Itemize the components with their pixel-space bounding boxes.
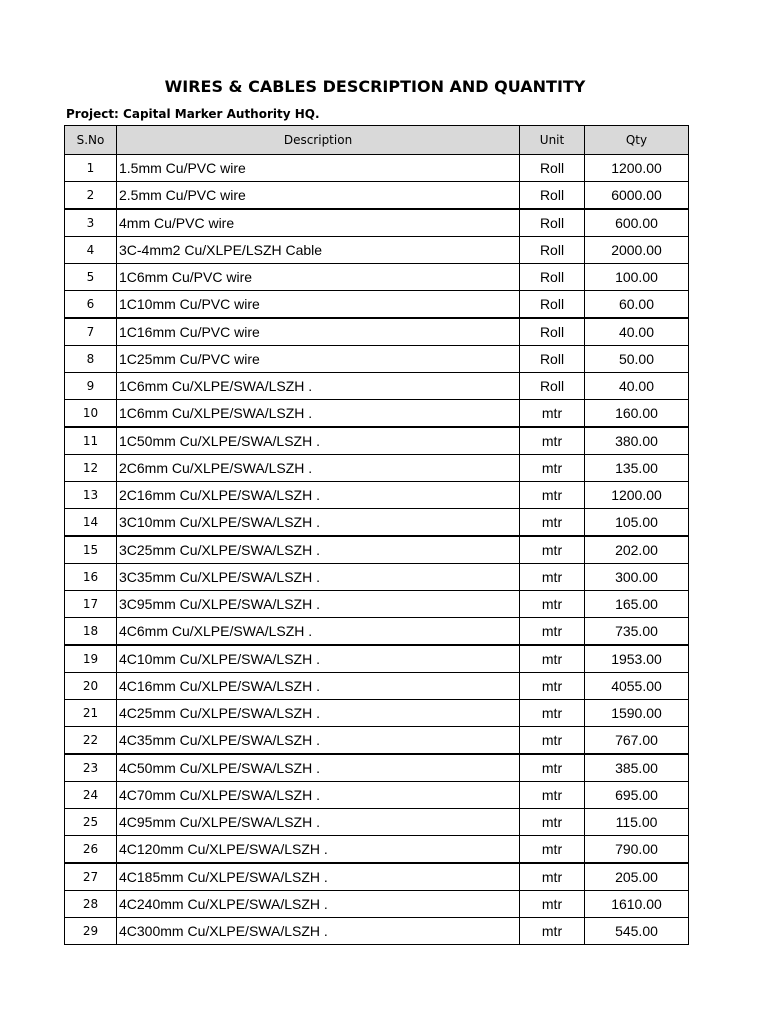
description-cell: 1C50mm Cu/XLPE/SWA/LSZH . — [117, 427, 520, 455]
sno-cell: 10 — [65, 400, 117, 428]
unit-cell: Roll — [520, 264, 585, 291]
table-row — [65, 863, 689, 891]
sno-cell: 27 — [65, 863, 117, 891]
description-cell: 2C6mm Cu/XLPE/SWA/LSZH . — [117, 455, 520, 482]
sno-cell: 17 — [65, 591, 117, 618]
sno-cell: 25 — [65, 809, 117, 836]
qty-cell: 115.00 — [585, 809, 689, 836]
description-cell: 4C35mm Cu/XLPE/SWA/LSZH . — [117, 727, 520, 755]
qty-cell: 6000.00 — [585, 182, 689, 210]
unit-cell: mtr — [520, 536, 585, 564]
sno-cell: 11 — [65, 427, 117, 455]
sno-cell: 26 — [65, 836, 117, 864]
sno-cell: 6 — [65, 291, 117, 319]
description-cell: 1.5mm Cu/PVC wire — [117, 155, 520, 182]
description-cell: 4C95mm Cu/XLPE/SWA/LSZH . — [117, 809, 520, 836]
unit-cell: mtr — [520, 645, 585, 673]
sno-cell: 8 — [65, 346, 117, 373]
description-cell: 4C25mm Cu/XLPE/SWA/LSZH . — [117, 700, 520, 727]
qty-cell: 40.00 — [585, 373, 689, 400]
wires-cables-table — [64, 125, 689, 945]
qty-cell: 135.00 — [585, 455, 689, 482]
unit-cell: mtr — [520, 673, 585, 700]
unit-cell: mtr — [520, 455, 585, 482]
unit-cell: mtr — [520, 863, 585, 891]
sno-cell: 2 — [65, 182, 117, 210]
table-row — [65, 673, 689, 700]
unit-cell: Roll — [520, 155, 585, 182]
header-unit: Unit — [520, 126, 585, 155]
sno-cell: 24 — [65, 782, 117, 809]
table-row — [65, 455, 689, 482]
qty-cell: 767.00 — [585, 727, 689, 755]
description-cell: 4C185mm Cu/XLPE/SWA/LSZH . — [117, 863, 520, 891]
table-header — [65, 126, 689, 155]
description-cell: 3C25mm Cu/XLPE/SWA/LSZH . — [117, 536, 520, 564]
unit-cell: mtr — [520, 891, 585, 918]
qty-cell: 1200.00 — [585, 155, 689, 182]
sno-cell: 3 — [65, 209, 117, 237]
description-cell: 4C50mm Cu/XLPE/SWA/LSZH . — [117, 754, 520, 782]
header-description: Description — [117, 126, 520, 155]
header-row — [65, 126, 689, 155]
description-cell: 1C6mm Cu/XLPE/SWA/LSZH . — [117, 373, 520, 400]
qty-cell: 385.00 — [585, 754, 689, 782]
sno-cell: 22 — [65, 727, 117, 755]
sno-cell: 19 — [65, 645, 117, 673]
table-row — [65, 155, 689, 182]
table-row — [65, 291, 689, 319]
description-cell: 4C240mm Cu/XLPE/SWA/LSZH . — [117, 891, 520, 918]
qty-cell: 60.00 — [585, 291, 689, 319]
qty-cell: 202.00 — [585, 536, 689, 564]
table-row — [65, 318, 689, 346]
project-label: Project: Capital Marker Authority HQ. — [66, 107, 320, 121]
description-cell: 3C95mm Cu/XLPE/SWA/LSZH . — [117, 591, 520, 618]
unit-cell: Roll — [520, 237, 585, 264]
sno-cell: 15 — [65, 536, 117, 564]
unit-cell: mtr — [520, 700, 585, 727]
sno-cell: 28 — [65, 891, 117, 918]
description-cell: 3C35mm Cu/XLPE/SWA/LSZH . — [117, 564, 520, 591]
qty-cell: 165.00 — [585, 591, 689, 618]
description-cell: 1C25mm Cu/PVC wire — [117, 346, 520, 373]
qty-cell: 2000.00 — [585, 237, 689, 264]
table-row — [65, 536, 689, 564]
sno-cell: 12 — [65, 455, 117, 482]
table-row — [65, 918, 689, 945]
unit-cell: mtr — [520, 754, 585, 782]
table-row — [65, 264, 689, 291]
qty-cell: 100.00 — [585, 264, 689, 291]
table-row — [65, 809, 689, 836]
table-row — [65, 618, 689, 646]
description-cell: 3C-4mm2 Cu/XLPE/LSZH Cable — [117, 237, 520, 264]
header-qty: Qty — [585, 126, 689, 155]
qty-cell: 40.00 — [585, 318, 689, 346]
unit-cell: Roll — [520, 346, 585, 373]
description-cell: 4mm Cu/PVC wire — [117, 209, 520, 237]
sno-cell: 20 — [65, 673, 117, 700]
table-row — [65, 427, 689, 455]
description-cell: 4C6mm Cu/XLPE/SWA/LSZH . — [117, 618, 520, 646]
sno-cell: 5 — [65, 264, 117, 291]
table-row — [65, 400, 689, 428]
description-cell: 1C10mm Cu/PVC wire — [117, 291, 520, 319]
table-row — [65, 346, 689, 373]
qty-cell: 545.00 — [585, 918, 689, 945]
table-row — [65, 509, 689, 537]
sno-cell: 21 — [65, 700, 117, 727]
qty-cell: 695.00 — [585, 782, 689, 809]
sno-cell: 7 — [65, 318, 117, 346]
unit-cell: Roll — [520, 318, 585, 346]
table-row — [65, 891, 689, 918]
description-cell: 4C16mm Cu/XLPE/SWA/LSZH . — [117, 673, 520, 700]
qty-cell: 105.00 — [585, 509, 689, 537]
qty-cell: 1610.00 — [585, 891, 689, 918]
unit-cell: mtr — [520, 918, 585, 945]
unit-cell: mtr — [520, 836, 585, 864]
qty-cell: 160.00 — [585, 400, 689, 428]
sno-cell: 13 — [65, 482, 117, 509]
table-row — [65, 237, 689, 264]
table-row — [65, 564, 689, 591]
sno-cell: 14 — [65, 509, 117, 537]
sno-cell: 18 — [65, 618, 117, 646]
qty-cell: 735.00 — [585, 618, 689, 646]
description-cell: 4C120mm Cu/XLPE/SWA/LSZH . — [117, 836, 520, 864]
table-row — [65, 373, 689, 400]
description-cell: 1C16mm Cu/PVC wire — [117, 318, 520, 346]
table-row — [65, 727, 689, 755]
unit-cell: mtr — [520, 809, 585, 836]
qty-cell: 790.00 — [585, 836, 689, 864]
description-cell: 4C10mm Cu/XLPE/SWA/LSZH . — [117, 645, 520, 673]
sno-cell: 9 — [65, 373, 117, 400]
unit-cell: Roll — [520, 291, 585, 319]
sno-cell: 23 — [65, 754, 117, 782]
qty-cell: 1200.00 — [585, 482, 689, 509]
unit-cell: mtr — [520, 591, 585, 618]
unit-cell: mtr — [520, 400, 585, 428]
sno-cell: 29 — [65, 918, 117, 945]
qty-cell: 1590.00 — [585, 700, 689, 727]
qty-cell: 380.00 — [585, 427, 689, 455]
qty-cell: 300.00 — [585, 564, 689, 591]
unit-cell: mtr — [520, 509, 585, 537]
table-row — [65, 782, 689, 809]
table-row — [65, 836, 689, 864]
unit-cell: mtr — [520, 782, 585, 809]
description-cell: 2.5mm Cu/PVC wire — [117, 182, 520, 210]
table-row — [65, 182, 689, 210]
description-cell: 2C16mm Cu/XLPE/SWA/LSZH . — [117, 482, 520, 509]
qty-cell: 600.00 — [585, 209, 689, 237]
unit-cell: Roll — [520, 373, 585, 400]
table-row — [65, 209, 689, 237]
sno-cell: 4 — [65, 237, 117, 264]
table-row — [65, 482, 689, 509]
description-cell: 1C6mm Cu/XLPE/SWA/LSZH . — [117, 400, 520, 428]
sno-cell: 16 — [65, 564, 117, 591]
table-body — [65, 155, 689, 945]
description-cell: 4C70mm Cu/XLPE/SWA/LSZH . — [117, 782, 520, 809]
document-title: WIRES & CABLES DESCRIPTION AND QUANTITY — [164, 77, 586, 96]
unit-cell: mtr — [520, 618, 585, 646]
unit-cell: mtr — [520, 427, 585, 455]
table-row — [65, 700, 689, 727]
unit-cell: Roll — [520, 209, 585, 237]
qty-cell: 4055.00 — [585, 673, 689, 700]
qty-cell: 1953.00 — [585, 645, 689, 673]
unit-cell: mtr — [520, 727, 585, 755]
description-cell: 1C6mm Cu/PVC wire — [117, 264, 520, 291]
qty-cell: 50.00 — [585, 346, 689, 373]
table-row — [65, 754, 689, 782]
unit-cell: Roll — [520, 182, 585, 210]
description-cell: 3C10mm Cu/XLPE/SWA/LSZH . — [117, 509, 520, 537]
description-cell: 4C300mm Cu/XLPE/SWA/LSZH . — [117, 918, 520, 945]
unit-cell: mtr — [520, 564, 585, 591]
qty-cell: 205.00 — [585, 863, 689, 891]
header-sno: S.No — [65, 126, 117, 155]
unit-cell: mtr — [520, 482, 585, 509]
table-row — [65, 591, 689, 618]
sno-cell: 1 — [65, 155, 117, 182]
table-row — [65, 645, 689, 673]
